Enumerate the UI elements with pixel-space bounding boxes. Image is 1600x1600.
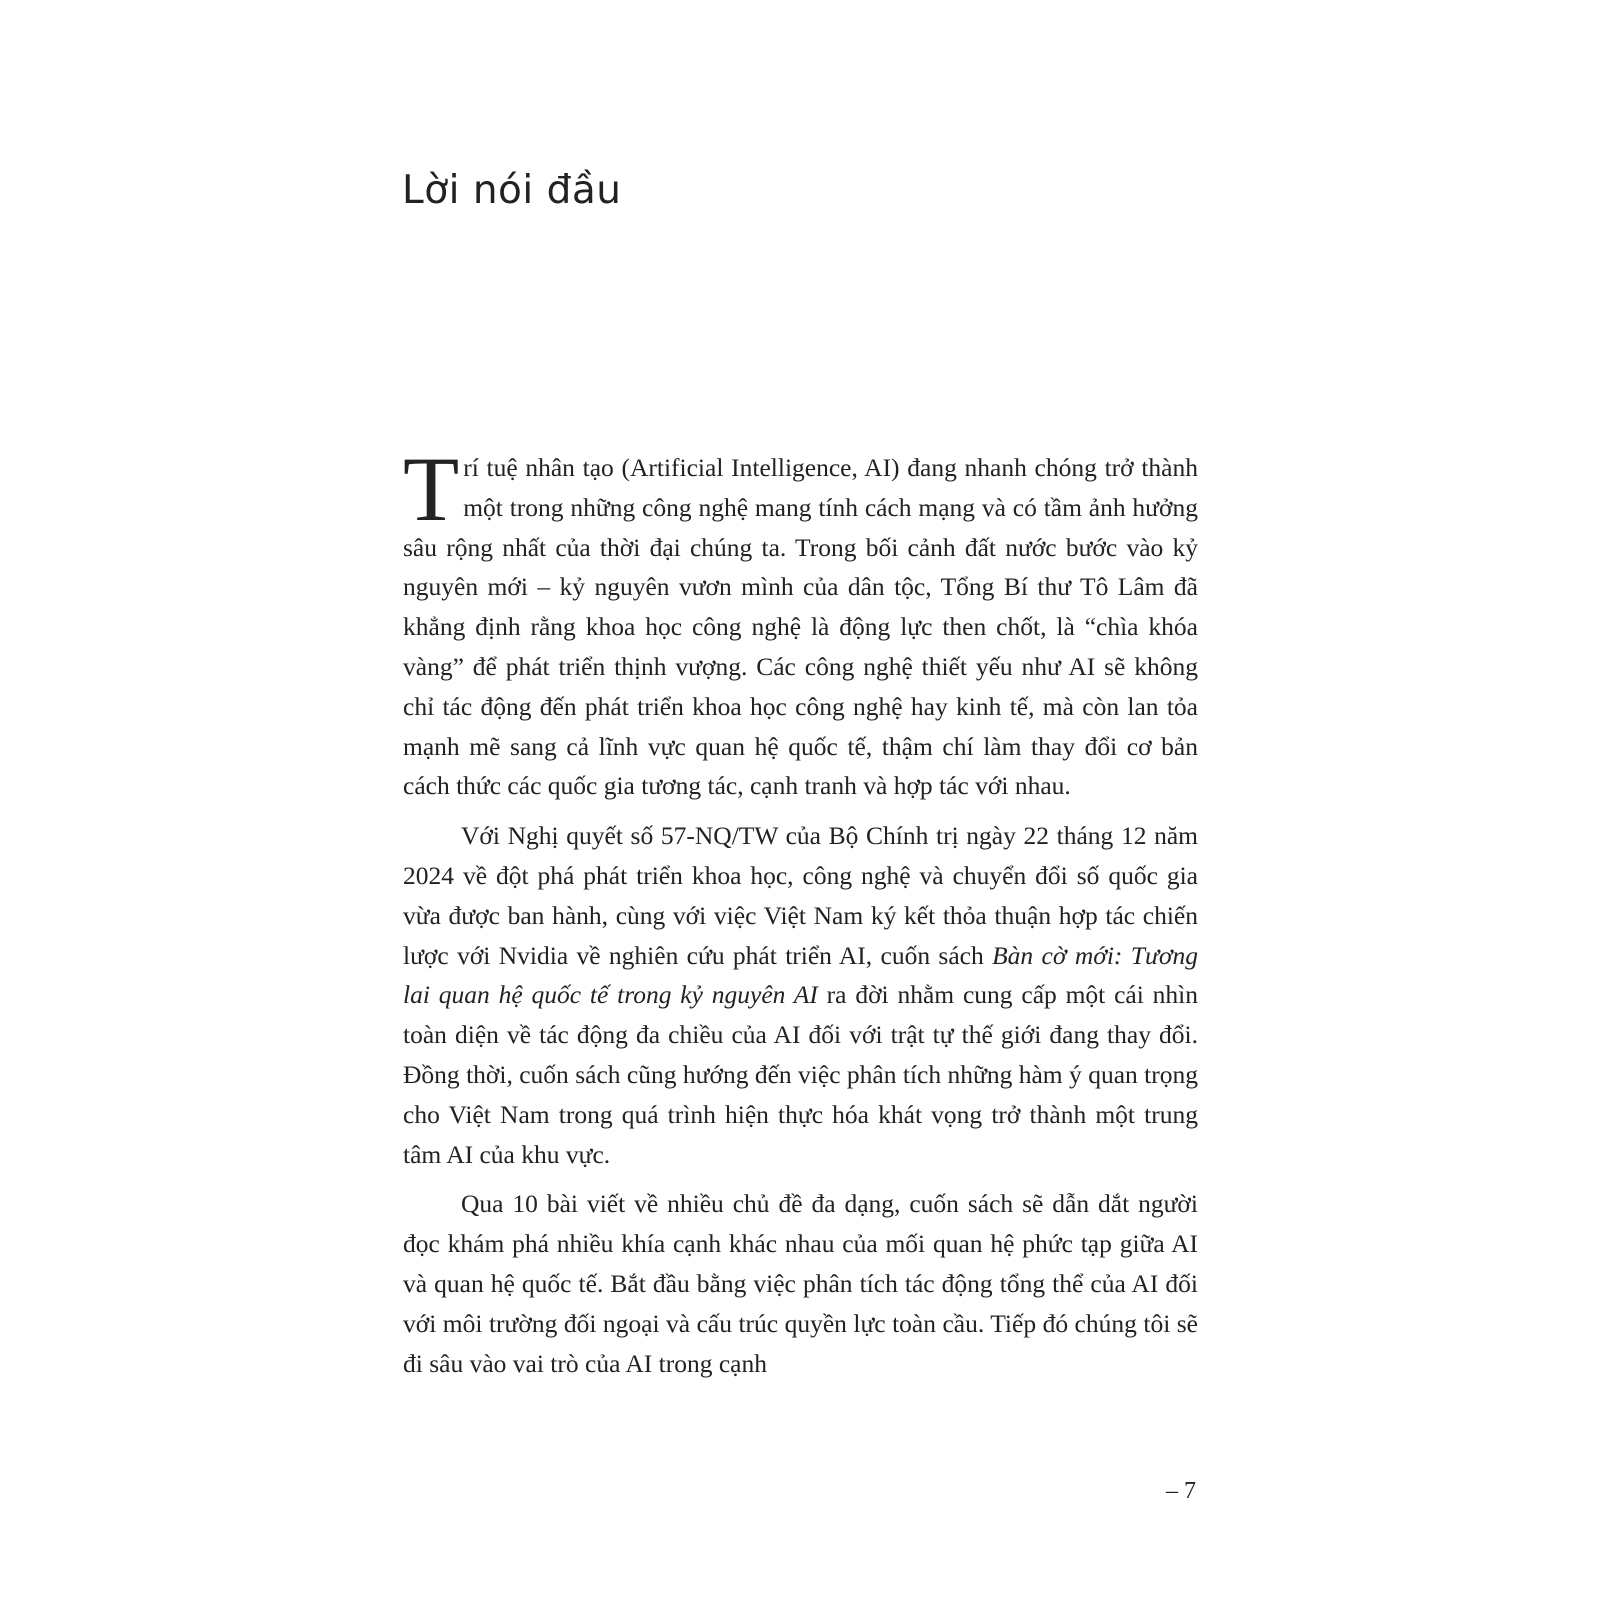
paragraph-3: Qua 10 bài viết về nhiều chủ đề đa dạng, cuốn sách sẽ dẫn dắt người đọc khám phá nhiều khía cạnh khác nhau của mối quan hệ phức tạp giữa AI và quan hệ quốc tế. Bắt đầu bằng việc phân tích tác động tổng thể của AI đối với môi trường đối ngoại và cấu trúc quyền lực toàn cầu. Tiếp đó chúng tôi sẽ đi sâu vào vai trò của AI trong cạnh (403, 1189, 1198, 1378)
body-text (403, 438, 1198, 1383)
book-title-italic: Bàn cờ mới: Tương lai quan hệ quốc tế trong kỷ nguyên AI (403, 940, 1198, 1010)
page-number: – 7 (1166, 1478, 1196, 1504)
paragraph-2 (403, 816, 1198, 1174)
paragraph-1 (403, 438, 1198, 806)
paragraph-2-text-after: ra đời nhằm cung cấp một cái nhìn toàn diện về tác động đa chiều của AI đối với trật tự thế giới đang thay đổi. Đồng thời, cuốn sách cũng hướng đến việc phân tích những hàm ý quan trọng cho Việt Nam trong quá trình hiện thực hóa khát vọng trở thành một trung tâm AI của khu vực. (403, 980, 1198, 1169)
paragraph-1-text: rí tuệ nhân tạo (Artificial Intelligence, AI) đang nhanh chóng trở thành một trong những công nghệ mang tính cách mạng và có tầm ảnh hưởng sâu rộng nhất của thời đại chúng ta. Trong bối cảnh đất nước bước vào kỷ nguyên mới – kỷ nguyên vươn mình của dân tộc, Tổng Bí thư Tô Lâm đã khẳng định rằng khoa học công nghệ là động lực then chốt, là “chìa khóa vàng” để phát triển thịnh vượng. Các công nghệ thiết yếu như AI sẽ không chỉ tác động đến phát triển khoa học công nghệ hay kinh tế, mà còn lan tỏa mạnh mẽ sang cả lĩnh vực quan hệ quốc tế, thậm chí làm thay đổi cơ bản cách thức các quốc gia tương tác, cạnh tranh và hợp tác với nhau. (403, 453, 1198, 801)
drop-cap-letter: T (403, 438, 460, 540)
chapter-title: Lời nói đầu (402, 168, 622, 213)
paragraph-2-text-before: Với Nghị quyết số 57-NQ/TW của Bộ Chính trị ngày 22 tháng 12 năm 2024 về đột phá phát triển khoa học, công nghệ và chuyển đổi số quốc gia vừa được ban hành, cùng với việc Việt Nam ký kết thỏa thuận hợp tác chiến lược với Nvidia về nghiên cứu phát triển AI, cuốn sách (403, 821, 1198, 970)
